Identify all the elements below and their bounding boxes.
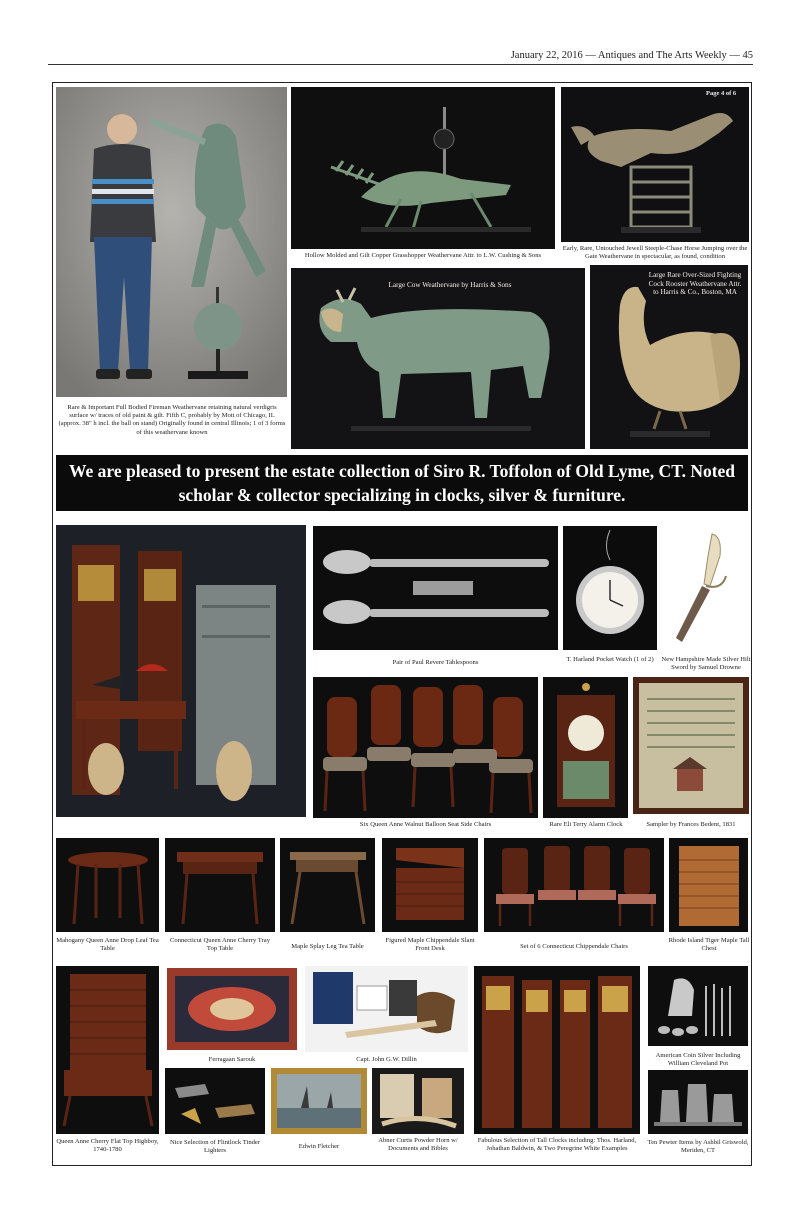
caption-tray-top: Connecticut Queen Anne Cherry Tray Top Table (170, 937, 270, 953)
caption-dillin: Capt. John G.W. Dillin (356, 1056, 417, 1063)
caption-spoons: Pair of Paul Revere Tablespoons (392, 659, 479, 666)
caption-grasshopper: Hollow Molded and Gilt Copper Grasshopper Weathervane Attr. to L.W. Cushing & Sons (304, 252, 542, 259)
photo-fireman-weathervane (56, 87, 287, 397)
caption-pewter: Ten Pewter Items by Ashbil Griswold, Meriden, CT (647, 1139, 749, 1155)
collection-banner: We are pleased to present the estate collection of Siro R. Toffolon of Old Lyme, CT. Noted scholar & collector specializing in clocks, silver & furniture. (56, 455, 748, 511)
page-badge: Page 4 of 6 (706, 90, 737, 97)
photo-drop-leaf-table (56, 838, 159, 932)
caption-fireman: Rare & Important Full Bodied Fireman Weathervane retaining natural verdigris surface w/ traces of old paint & gilt. Fifth C, probably by Mott of Chicago, IL (approx. 38" h incl. the ball on stand) Originally found in central Illinois; 1 of 3 forms of this weathervane known (58, 404, 286, 436)
photo-six-queen-anne-chairs (313, 677, 538, 818)
caption-slant-desk: Figured Maple Chippendale Slant Front Desk (385, 937, 475, 953)
photo-tall-clocks (474, 966, 640, 1134)
photo-tall-chest (669, 838, 748, 932)
photo-pewter (648, 1070, 748, 1134)
caption-splay-leg: Maple Splay Leg Tea Table (291, 943, 364, 950)
caption-highboy: Queen Anne Cherry Flat Top Highboy, 1740-1780 (56, 1138, 159, 1154)
photo-dillin-collection (305, 966, 468, 1052)
caption-watch: T. Harland Pocket Watch (1 of 2) (566, 656, 654, 663)
caption-rooster: Large Rare Over-Sized Fighting Cock Rooster Weathervane Attr. to Harris & Co., Boston, MA (648, 271, 742, 297)
photo-flintlock-lighters (165, 1068, 265, 1134)
caption-cow: Large Cow Weathervane by Harris & Sons (388, 281, 512, 289)
caption-powder-horn: Abner Curtis Powder Horn w/ Documents and Bibles (378, 1137, 458, 1153)
photo-cow-weathervane (291, 268, 585, 449)
photo-fletcher-painting (271, 1068, 367, 1134)
photo-splay-leg-table (280, 838, 375, 932)
caption-sword: New Hampshire Made Silver Hilt Sword by Samuel Drowne (661, 656, 751, 672)
caption-drop-leaf: Mahogany Queen Anne Drop Leaf Tea Table (56, 937, 159, 953)
photo-revere-spoons (313, 526, 558, 650)
photo-pocket-watch (563, 526, 657, 650)
photo-slant-front-desk (382, 838, 478, 932)
caption-sampler: Sampler by Frances Bedent, 1831 (646, 821, 736, 828)
caption-sarouk: Ferragaan Sarouk (208, 1056, 256, 1063)
caption-fletcher: Edwin Fletcher (298, 1143, 340, 1150)
running-head: January 22, 2016 — Antiques and The Arts Weekly — 45 (510, 50, 753, 61)
photo-highboy (56, 966, 159, 1134)
photo-horse-weathervane (561, 87, 749, 242)
caption-horse: Early, Rare, Untouched Jewell Steeple-Chase Horse Jumping over the Gate Weathervane in spectacular, as found, condition (562, 245, 748, 261)
photo-coin-silver (648, 966, 748, 1046)
photo-chippendale-chairs (484, 838, 664, 932)
photo-sampler (633, 677, 749, 814)
photo-sarouk-rug (165, 966, 299, 1052)
caption-tall-chest: Rhode Island Tiger Maple Tall Chest (668, 937, 750, 953)
photo-room-scene (56, 525, 306, 817)
caption-flintlock: Nice Selection of Flintlock Tinder Lighters (169, 1139, 261, 1155)
photo-eli-terry-clock (543, 677, 628, 818)
photo-grasshopper-weathervane (291, 87, 555, 249)
header-rule (48, 64, 753, 65)
photo-silver-hilt-sword (662, 526, 749, 650)
photo-tray-top-table (165, 838, 275, 932)
caption-coin-silver: American Coin Silver Including William Cleveland Pot (655, 1052, 741, 1068)
caption-tall-clocks: Fabulous Selection of Tall Clocks including: Thos. Harland, Johathan Baldwin, & Two Peregrine White Examples (477, 1137, 637, 1153)
photo-powder-horn (372, 1068, 464, 1134)
caption-six-chairs: Six Queen Anne Walnut Balloon Seat Side Chairs (359, 821, 492, 828)
caption-chippendale-chairs: Set of 6 Connecticut Chippendale Chairs (520, 943, 628, 950)
caption-terry-clock: Rare Eli Terry Alarm Clock (549, 821, 623, 828)
